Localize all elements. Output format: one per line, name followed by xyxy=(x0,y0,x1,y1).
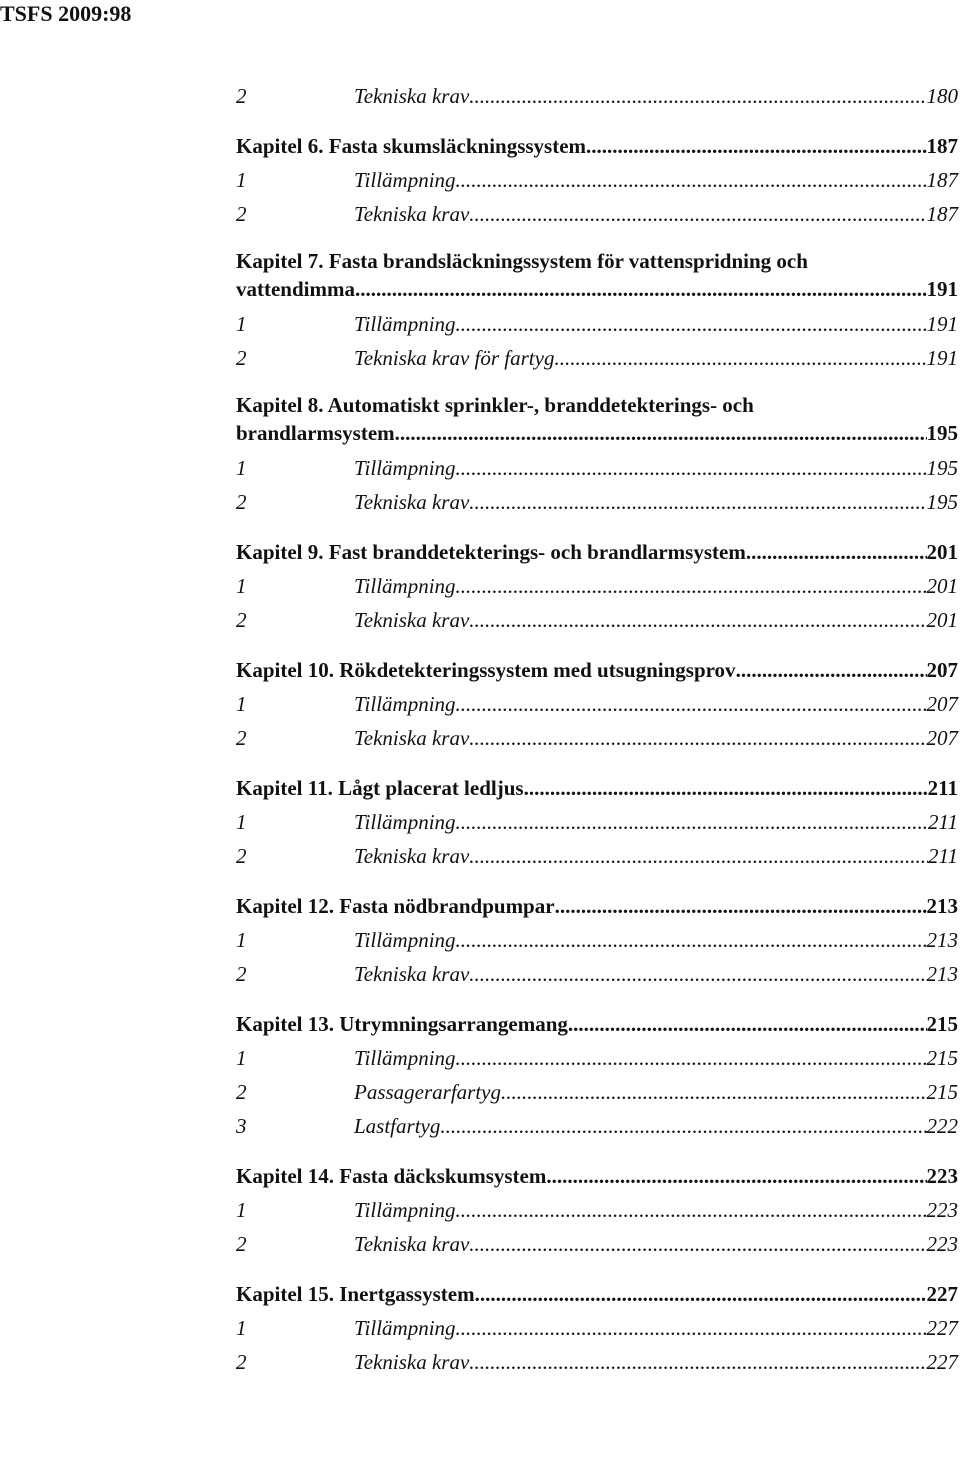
section-title: Tekniska krav xyxy=(354,608,470,632)
dot-leader xyxy=(456,1041,927,1075)
dot-leader xyxy=(469,1345,926,1379)
section-title: Tekniska krav xyxy=(354,844,470,868)
dot-leader xyxy=(586,129,926,163)
page-number: 207 xyxy=(926,692,958,716)
section-title: Tekniska krav xyxy=(354,726,470,750)
section-title: Lastfartyg xyxy=(354,1114,441,1138)
dot-leader xyxy=(736,653,927,687)
page-number: 213 xyxy=(926,962,958,986)
toc-entry-chapter[interactable] xyxy=(236,889,958,923)
toc-entry-chapter[interactable] xyxy=(236,247,958,303)
dot-leader xyxy=(456,687,927,721)
toc-entry-section[interactable] xyxy=(236,163,958,197)
toc-entry-chapter[interactable] xyxy=(236,391,958,447)
toc-entry-chapter[interactable] xyxy=(236,1007,958,1041)
toc-entry-section[interactable] xyxy=(236,1193,958,1227)
page-number: 187 xyxy=(926,202,958,226)
section-number: 1 xyxy=(236,1316,247,1340)
section-number: 2 xyxy=(236,1350,247,1374)
page-number: 187 xyxy=(926,168,958,192)
page-number: 223 xyxy=(926,1164,958,1188)
section-title: Tekniska krav xyxy=(354,490,470,514)
page-number: 222 xyxy=(926,1114,958,1138)
page-number: 227 xyxy=(926,1282,958,1306)
page-number: 195 xyxy=(926,421,958,445)
chapter-title: Kapitel 11. Lågt placerat ledljus xyxy=(236,776,524,800)
toc-entry-section[interactable] xyxy=(236,721,958,755)
toc-entry-section[interactable] xyxy=(236,603,958,637)
chapter-title: Kapitel 13. Utrymningsarrangemang xyxy=(236,1012,568,1036)
dot-leader xyxy=(469,957,926,991)
dot-leader xyxy=(456,307,927,341)
toc-entry-section[interactable] xyxy=(236,1075,958,1109)
section-title: Tillämpning xyxy=(354,1316,456,1340)
toc-entry-section[interactable] xyxy=(236,569,958,603)
chapter-title: Kapitel 6. Fasta skumsläckningssystem xyxy=(236,134,587,158)
chapter-title-continued xyxy=(236,419,958,447)
section-number: 2 xyxy=(236,962,247,986)
section-title: Tillämpning xyxy=(354,810,456,834)
toc-entry-section[interactable] xyxy=(236,957,958,991)
dot-leader xyxy=(546,1159,926,1193)
section-title: Tillämpning xyxy=(354,692,456,716)
dot-leader xyxy=(524,771,928,805)
dot-leader xyxy=(554,341,926,375)
toc-entry-section[interactable] xyxy=(236,451,958,485)
dot-leader xyxy=(475,1277,927,1311)
toc-entry-section[interactable] xyxy=(236,307,958,341)
section-number: 1 xyxy=(236,456,247,480)
dot-leader xyxy=(746,535,927,569)
dot-leader xyxy=(456,451,927,485)
section-number: 1 xyxy=(236,928,247,952)
section-number: 2 xyxy=(236,1232,247,1256)
toc-entry-section[interactable] xyxy=(236,923,958,957)
toc-entry-section[interactable] xyxy=(236,839,958,873)
section-title: Tillämpning xyxy=(354,1198,456,1222)
chapter-title: Kapitel 9. Fast branddetekterings- och brandlarmsystem xyxy=(236,540,746,564)
dot-leader xyxy=(501,1075,927,1109)
chapter-title-line2: vattendimma xyxy=(236,277,355,301)
chapter-title-continued xyxy=(236,275,958,303)
page-number: 180 xyxy=(926,84,958,108)
toc-entry-chapter[interactable] xyxy=(236,1159,958,1193)
page-number: 215 xyxy=(926,1080,958,1104)
dot-leader xyxy=(456,163,927,197)
page-number: 201 xyxy=(926,608,958,632)
page-number: 201 xyxy=(926,540,958,564)
page-number: 191 xyxy=(926,312,958,336)
section-number: 2 xyxy=(236,84,247,108)
section-number: 2 xyxy=(236,608,247,632)
dot-leader xyxy=(469,1227,926,1261)
dot-leader xyxy=(469,721,926,755)
chapter-title: Kapitel 15. Inertgassystem xyxy=(236,1282,475,1306)
section-number: 1 xyxy=(236,312,247,336)
toc-entry-section[interactable] xyxy=(236,341,958,375)
section-title: Tillämpning xyxy=(354,312,456,336)
dot-leader xyxy=(469,603,926,637)
dot-leader xyxy=(469,485,926,519)
section-title: Tillämpning xyxy=(354,456,456,480)
dot-leader xyxy=(456,569,927,603)
page-number: 215 xyxy=(926,1046,958,1070)
toc-entry-section[interactable] xyxy=(236,1041,958,1075)
toc-entry-chapter[interactable] xyxy=(236,1277,958,1311)
dot-leader xyxy=(355,275,927,303)
dot-leader xyxy=(456,1311,927,1345)
section-title: Tillämpning xyxy=(354,928,456,952)
section-number: 1 xyxy=(236,168,247,192)
toc-entry-section[interactable] xyxy=(236,1345,958,1379)
chapter-title: Kapitel 8. Automatiskt sprinkler-, branddetekterings- och xyxy=(236,393,754,417)
toc-entry-section[interactable] xyxy=(236,687,958,721)
page-number: 195 xyxy=(926,456,958,480)
section-number: 2 xyxy=(236,1080,247,1104)
section-number: 1 xyxy=(236,1198,247,1222)
page-number: 191 xyxy=(926,346,958,370)
toc-entry-chapter[interactable] xyxy=(236,771,958,805)
dot-leader xyxy=(469,197,926,231)
section-number: 1 xyxy=(236,810,247,834)
page-number: 201 xyxy=(926,574,958,598)
page-number: 191 xyxy=(926,277,958,301)
section-title: Tillämpning xyxy=(354,168,456,192)
page-number: 211 xyxy=(928,810,958,834)
section-title: Tillämpning xyxy=(354,574,456,598)
section-title: Tekniska krav xyxy=(354,84,470,108)
chapter-title: Kapitel 14. Fasta däckskumsystem xyxy=(236,1164,547,1188)
section-number: 2 xyxy=(236,490,247,514)
section-title: Tekniska krav xyxy=(354,202,470,226)
toc-entry-chapter[interactable] xyxy=(236,535,958,569)
toc-entry-section[interactable] xyxy=(236,1109,958,1143)
toc-entry-chapter[interactable] xyxy=(236,129,958,163)
section-number: 2 xyxy=(236,844,247,868)
dot-leader xyxy=(456,923,927,957)
toc-entry-section[interactable] xyxy=(236,79,958,113)
dot-leader xyxy=(568,1007,927,1041)
section-title: Tillämpning xyxy=(354,1046,456,1070)
section-number: 2 xyxy=(236,346,247,370)
dot-leader xyxy=(555,889,927,923)
page-number: 213 xyxy=(926,894,958,918)
section-number: 2 xyxy=(236,202,247,226)
dot-leader xyxy=(456,805,929,839)
chapter-title: Kapitel 7. Fasta brandsläckningssystem för vattenspridning och xyxy=(236,249,808,273)
table-of-contents xyxy=(236,79,958,1379)
page-number: 223 xyxy=(926,1232,958,1256)
section-title: Passagerarfartyg xyxy=(354,1080,501,1104)
dot-leader xyxy=(440,1109,926,1143)
toc-entry-section[interactable] xyxy=(236,805,958,839)
section-title: Tekniska krav xyxy=(354,1232,470,1256)
page-number: 195 xyxy=(926,490,958,514)
section-number: 2 xyxy=(236,726,247,750)
toc-entry-section[interactable] xyxy=(236,1227,958,1261)
section-number: 1 xyxy=(236,1046,247,1070)
dot-leader xyxy=(395,419,927,447)
document-header: TSFS 2009:98 xyxy=(0,1,132,26)
section-number: 1 xyxy=(236,574,247,598)
chapter-title: Kapitel 10. Rökdetekteringssystem med utsugningsprov xyxy=(236,658,736,682)
page-number: 211 xyxy=(928,844,958,868)
dot-leader xyxy=(456,1193,927,1227)
page-number: 211 xyxy=(927,776,958,800)
page-number: 207 xyxy=(926,658,958,682)
section-title: Tekniska krav för fartyg xyxy=(354,346,555,370)
page-number: 223 xyxy=(926,1198,958,1222)
page-number: 227 xyxy=(926,1316,958,1340)
toc-entry-section[interactable] xyxy=(236,485,958,519)
page-number: 227 xyxy=(926,1350,958,1374)
page-number: 187 xyxy=(926,134,958,158)
section-title: Tekniska krav xyxy=(354,962,470,986)
toc-entry-section[interactable] xyxy=(236,197,958,231)
chapter-title: Kapitel 12. Fasta nödbrandpumpar xyxy=(236,894,555,918)
section-number: 1 xyxy=(236,692,247,716)
page-number: 213 xyxy=(926,928,958,952)
toc-entry-section[interactable] xyxy=(236,1311,958,1345)
dot-leader xyxy=(469,839,928,873)
dot-leader xyxy=(469,79,926,113)
page-number: 207 xyxy=(926,726,958,750)
page-number: 215 xyxy=(926,1012,958,1036)
section-title: Tekniska krav xyxy=(354,1350,470,1374)
toc-entry-chapter[interactable] xyxy=(236,653,958,687)
chapter-title-line2: brandlarmsystem xyxy=(236,421,395,445)
section-number: 3 xyxy=(236,1114,247,1138)
